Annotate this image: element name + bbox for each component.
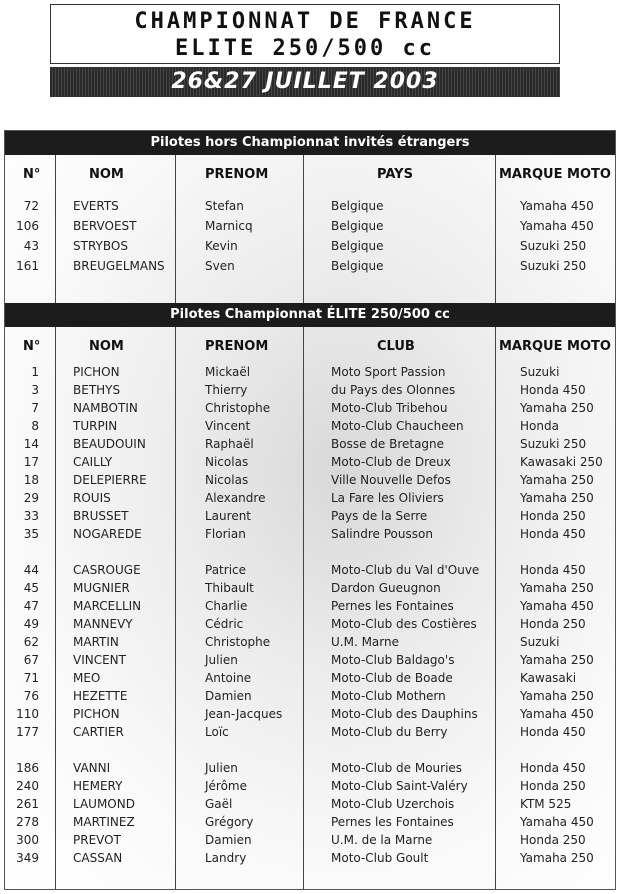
name-cell: PICHON — [73, 365, 120, 379]
brand-cell: Yamaha 250 — [520, 851, 594, 865]
name-cell: MANNEVY — [73, 617, 133, 631]
number-cell: 300 — [16, 833, 39, 847]
club-cell: Ville Nouvelle Defos — [331, 473, 451, 487]
number-cell: 45 — [23, 581, 39, 595]
name-cell: PREVOT — [73, 833, 121, 847]
name-cell: LAUMOND — [73, 797, 135, 811]
name-cell: STRYBOS — [73, 239, 128, 253]
number-cell: 186 — [16, 761, 39, 775]
name-cell: CASROUGE — [73, 563, 141, 577]
club-cell: du Pays des Olonnes — [331, 383, 456, 397]
number-cell: 49 — [23, 617, 39, 631]
firstname-cell: Charlie — [205, 599, 248, 613]
firstname-cell: Thibault — [205, 581, 254, 595]
brand-cell: Suzuki — [520, 635, 560, 649]
number-cell: 161 — [16, 259, 39, 273]
table-row — [5, 399, 615, 417]
club-cell: Salindre Pousson — [331, 527, 433, 541]
club-cell: Moto-Club de Boade — [331, 671, 453, 685]
column-header: MARQUE MOTO — [499, 167, 611, 182]
name-cell: NOGAREDE — [73, 527, 142, 541]
club-cell: Pays de la Serre — [331, 509, 428, 523]
number-cell: 349 — [16, 851, 39, 865]
brand-cell: Suzuki 250 — [520, 239, 587, 253]
number-cell: 14 — [23, 437, 39, 451]
firstname-cell: Christophe — [205, 401, 271, 415]
name-cell: HEMERY — [73, 779, 123, 793]
name-cell: TURPIN — [73, 419, 118, 433]
club-cell: Moto-Club Baldago's — [331, 653, 455, 667]
name-cell: BRUSSET — [73, 509, 129, 523]
table-row — [5, 723, 615, 741]
number-cell: 106 — [16, 219, 39, 233]
name-cell: HEZETTE — [73, 689, 128, 703]
table-row — [5, 597, 615, 615]
table-row — [5, 435, 615, 453]
column-header: NOM — [89, 167, 124, 182]
firstname-cell: Vincent — [205, 419, 251, 433]
club-cell: Moto-Club Tribehou — [331, 401, 448, 415]
column-divider — [175, 327, 176, 890]
brand-cell: Yamaha 250 — [520, 653, 594, 667]
firstname-cell: Jérôme — [205, 779, 248, 793]
brand-cell: Honda 250 — [520, 509, 586, 523]
table-row — [5, 417, 615, 435]
title-box — [50, 4, 560, 64]
brand-cell: Honda 450 — [520, 383, 586, 397]
name-cell: MARCELLIN — [73, 599, 142, 613]
column-header: CLUB — [377, 339, 415, 354]
brand-cell: Yamaha 250 — [520, 491, 594, 505]
column-header: N° — [23, 339, 41, 354]
brand-cell: Honda 450 — [520, 761, 586, 775]
name-cell: VINCENT — [73, 653, 126, 667]
number-cell: 29 — [23, 491, 39, 505]
name-cell: EVERTS — [73, 199, 119, 213]
name-cell: PICHON — [73, 707, 120, 721]
column-header: MARQUE MOTO — [499, 339, 611, 354]
name-cell: BERVOEST — [73, 219, 137, 233]
firstname-cell: Gaël — [205, 797, 233, 811]
number-cell: 47 — [23, 599, 39, 613]
number-cell: 278 — [16, 815, 39, 829]
club-cell: La Fare les Oliviers — [331, 491, 444, 505]
firstname-cell: Thierry — [205, 383, 248, 397]
brand-cell: Honda 450 — [520, 725, 586, 739]
name-cell: CARTIER — [73, 725, 124, 739]
country-cell: Belgique — [331, 239, 384, 253]
number-cell: 35 — [23, 527, 39, 541]
column-divider — [175, 155, 176, 303]
name-cell: CAILLY — [73, 455, 113, 469]
brand-cell: KTM 525 — [520, 797, 572, 811]
club-cell: Moto Sport Passion — [331, 365, 446, 379]
section2-title: Pilotes Championnat ÉLITE 250/500 cc — [5, 303, 615, 327]
firstname-cell: Laurent — [205, 509, 252, 523]
table-row — [5, 777, 615, 795]
brand-cell: Suzuki — [520, 365, 560, 379]
page-title: CHAMPIONNAT DE FRANCE — [134, 9, 476, 34]
table-row — [5, 705, 615, 723]
table-row — [5, 257, 615, 275]
brand-cell: Yamaha 450 — [520, 219, 594, 233]
column-header: PRENOM — [205, 167, 269, 182]
name-cell: DELEPIERRE — [73, 473, 147, 487]
column-header: PAYS — [377, 167, 413, 182]
firstname-cell: Marnicq — [205, 219, 253, 233]
name-cell: NAMBOTIN — [73, 401, 138, 415]
number-cell: 110 — [16, 707, 39, 721]
club-cell: Moto-Club Uzerchois — [331, 797, 455, 811]
number-cell: 62 — [23, 635, 39, 649]
firstname-cell: Damien — [205, 689, 252, 703]
table-row — [5, 633, 615, 651]
page-subtitle: ELITE 250/500 cc — [175, 36, 435, 61]
firstname-cell: Stefan — [205, 199, 244, 213]
table-row — [5, 381, 615, 399]
number-cell: 8 — [31, 419, 39, 433]
club-cell: U.M. de la Marne — [331, 833, 433, 847]
firstname-cell: Cédric — [205, 617, 244, 631]
column-divider — [495, 327, 496, 890]
table-row — [5, 651, 615, 669]
brand-cell: Suzuki 250 — [520, 259, 587, 273]
brand-cell: Yamaha 450 — [520, 199, 594, 213]
table-row — [5, 197, 615, 215]
column-header: PRENOM — [205, 339, 269, 354]
club-cell: Moto-Club de Dreux — [331, 455, 451, 469]
club-cell: Moto-Club Goult — [331, 851, 429, 865]
brand-cell: Yamaha 250 — [520, 401, 594, 415]
column-header: NOM — [89, 339, 124, 354]
column-divider — [303, 327, 304, 890]
brand-cell: Kawasaki 250 — [520, 455, 603, 469]
name-cell: ROUIS — [73, 491, 111, 505]
firstname-cell: Grégory — [205, 815, 254, 829]
club-cell: Moto-Club du Berry — [331, 725, 448, 739]
table-row — [5, 813, 615, 831]
brand-cell: Kawasaki — [520, 671, 577, 685]
firstname-cell: Nicolas — [205, 455, 249, 469]
number-cell: 17 — [23, 455, 39, 469]
name-cell: BREUGELMANS — [73, 259, 165, 273]
name-cell: VANNI — [73, 761, 111, 775]
firstname-cell: Alexandre — [205, 491, 266, 505]
name-cell: BEAUDOUIN — [73, 437, 146, 451]
name-cell: BETHYS — [73, 383, 121, 397]
club-cell: Pernes les Fontaines — [331, 815, 454, 829]
results-panel — [4, 130, 616, 890]
brand-cell: Yamaha 250 — [520, 473, 594, 487]
table-row — [5, 615, 615, 633]
firstname-cell: Christophe — [205, 635, 271, 649]
table-row — [5, 471, 615, 489]
number-cell: 3 — [31, 383, 39, 397]
firstname-cell: Nicolas — [205, 473, 249, 487]
brand-cell: Honda 250 — [520, 833, 586, 847]
name-cell: MEO — [73, 671, 101, 685]
club-cell: Moto-Club des Costières — [331, 617, 477, 631]
firstname-cell: Jean-Jacques — [205, 707, 283, 721]
table-row — [5, 453, 615, 471]
number-cell: 43 — [23, 239, 39, 253]
firstname-cell: Antoine — [205, 671, 252, 685]
club-cell: Moto-Club Chaucheen — [331, 419, 464, 433]
brand-cell: Honda 250 — [520, 617, 586, 631]
name-cell: CASSAN — [73, 851, 123, 865]
club-cell: Pernes les Fontaines — [331, 599, 454, 613]
firstname-cell: Sven — [205, 259, 235, 273]
number-cell: 240 — [16, 779, 39, 793]
club-cell: Bosse de Bretagne — [331, 437, 445, 451]
table-row — [5, 217, 615, 235]
country-cell: Belgique — [331, 259, 384, 273]
firstname-cell: Florian — [205, 527, 246, 541]
club-cell: Moto-Club du Val d'Ouve — [331, 563, 480, 577]
table-row — [5, 507, 615, 525]
number-cell: 76 — [23, 689, 39, 703]
brand-cell: Honda — [520, 419, 559, 433]
club-cell: Dardon Gueugnon — [331, 581, 441, 595]
column-header: N° — [23, 167, 41, 182]
brand-cell: Yamaha 450 — [520, 707, 594, 721]
brand-cell: Suzuki 250 — [520, 437, 587, 451]
number-cell: 1 — [31, 365, 39, 379]
number-cell: 44 — [23, 563, 39, 577]
column-divider — [495, 155, 496, 303]
number-cell: 67 — [23, 653, 39, 667]
firstname-cell: Loïc — [205, 725, 229, 739]
name-cell: MARTIN — [73, 635, 119, 649]
brand-cell: Yamaha 450 — [520, 599, 594, 613]
club-cell: Moto-Club des Dauphins — [331, 707, 478, 721]
brand-cell: Honda 450 — [520, 563, 586, 577]
table-row — [5, 561, 615, 579]
firstname-cell: Raphaël — [205, 437, 254, 451]
table-row — [5, 525, 615, 543]
date-banner: 26&27 JUILLET 2003 — [50, 67, 560, 97]
number-cell: 72 — [23, 199, 39, 213]
table-row — [5, 831, 615, 849]
table-row — [5, 237, 615, 255]
name-cell: MUGNIER — [73, 581, 130, 595]
brand-cell: Honda 450 — [520, 527, 586, 541]
section1-title: Pilotes hors Championnat invités étrangers — [5, 131, 615, 155]
club-cell: U.M. Marne — [331, 635, 399, 649]
club-cell: Moto-Club Mothern — [331, 689, 446, 703]
number-cell: 18 — [23, 473, 39, 487]
country-cell: Belgique — [331, 219, 384, 233]
firstname-cell: Landry — [205, 851, 247, 865]
firstname-cell: Julien — [205, 761, 238, 775]
country-cell: Belgique — [331, 199, 384, 213]
table-row — [5, 687, 615, 705]
firstname-cell: Kevin — [205, 239, 238, 253]
table-row — [5, 669, 615, 687]
club-cell: Moto-Club Saint-Valéry — [331, 779, 468, 793]
table-row — [5, 759, 615, 777]
firstname-cell: Mickaël — [205, 365, 251, 379]
table-row — [5, 795, 615, 813]
number-cell: 177 — [16, 725, 39, 739]
table-row — [5, 579, 615, 597]
firstname-cell: Patrice — [205, 563, 247, 577]
brand-cell: Yamaha 250 — [520, 581, 594, 595]
number-cell: 33 — [23, 509, 39, 523]
club-cell: Moto-Club de Mouries — [331, 761, 463, 775]
table-row — [5, 849, 615, 867]
brand-cell: Yamaha 250 — [520, 689, 594, 703]
column-divider — [55, 327, 56, 890]
name-cell: MARTINEZ — [73, 815, 135, 829]
firstname-cell: Julien — [205, 653, 238, 667]
column-divider — [55, 155, 56, 303]
number-cell: 261 — [16, 797, 39, 811]
brand-cell: Honda 250 — [520, 779, 586, 793]
number-cell: 71 — [23, 671, 39, 685]
firstname-cell: Damien — [205, 833, 252, 847]
number-cell: 7 — [31, 401, 39, 415]
table-row — [5, 363, 615, 381]
column-divider — [303, 155, 304, 303]
brand-cell: Yamaha 450 — [520, 815, 594, 829]
table-row — [5, 489, 615, 507]
